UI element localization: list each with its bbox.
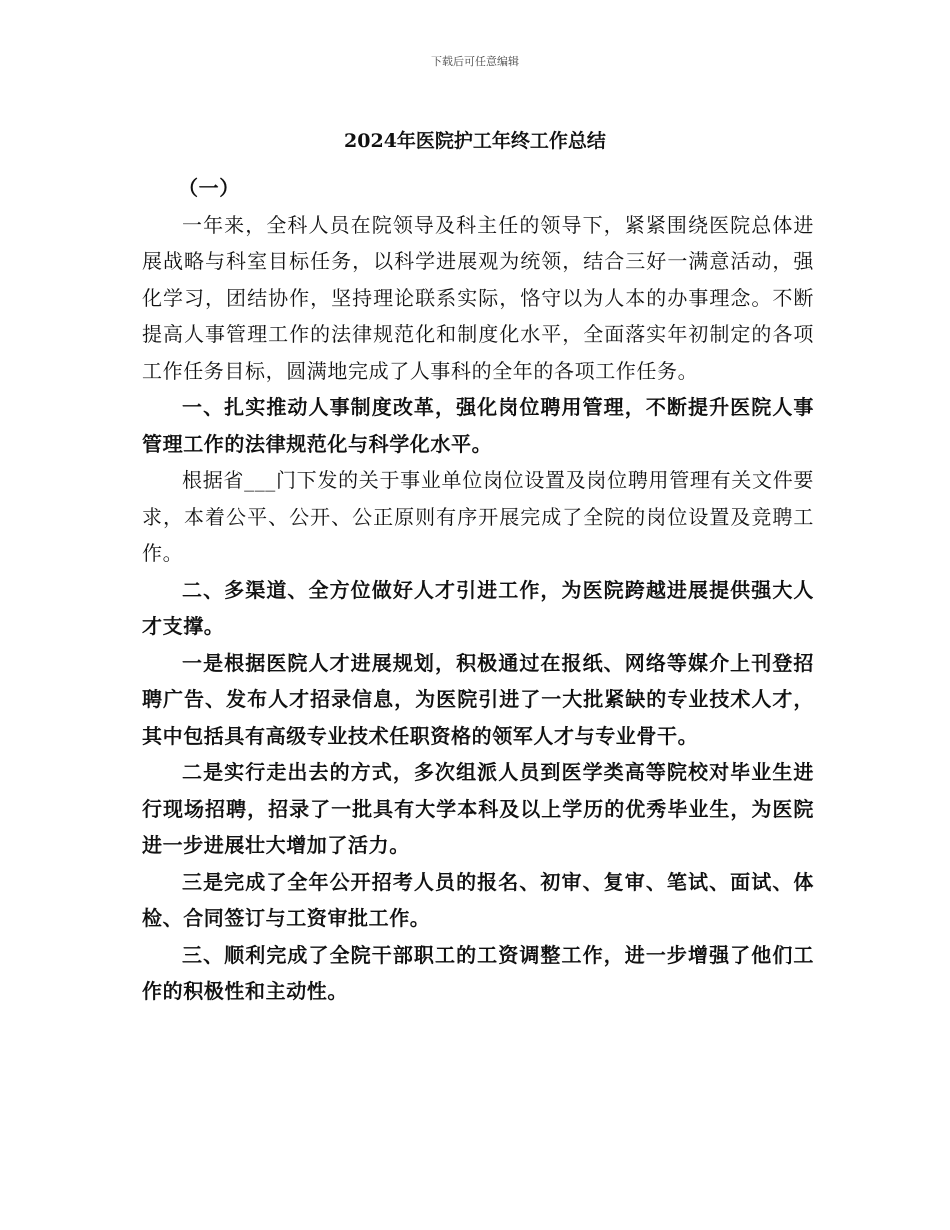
paragraph: 一年来，全科人员在院领导及科主任的领导下，紧紧围绕医院总体进展战略与科室目标任务，以科学进展观为统领，结合三好一满意活动，强化学习，团结协作，坚持理论联系实际，恪守以为人本的办事理念。不断提高人事管理工作的法律规范化和制度化水平，全面落实年初制定的各项工作任务目标，圆满地完成了人事科的全年的各项工作任务。	[142, 212, 814, 383]
section-heading: 一、扎实推动人事制度改革，强化岗位聘用管理，不断提升医院人事管理工作的法律规范化与科学化水平。	[142, 395, 814, 456]
section-heading: 三、顺利完成了全院干部职工的工资调整工作，进一步增强了他们工作的积极性和主动性。	[142, 942, 814, 1003]
paragraph: 三是完成了全年公开招考人员的报名、初审、复审、笔试、面试、体检、合同签订与工资审批工作。	[142, 869, 814, 930]
paragraph: 一是根据医院人才进展规划，积极通过在报纸、网络等媒介上刊登招聘广告、发布人才招录信息，为医院引进了一大批紧缺的专业技术人才，其中包括具有高级专业技术任职资格的领军人才与专业骨干。	[142, 650, 814, 748]
paragraph: 根据省___门下发的关于事业单位岗位设置及岗位聘用管理有关文件要求，本着公平、公开、公正原则有序开展完成了全院的岗位设置及竞聘工作。	[142, 468, 814, 565]
paragraph: 二是实行走出去的方式，多次组派人员到医学类高等院校对毕业生进行现场招聘，招录了一批具有大学本科及以上学历的优秀毕业生，为医院进一步进展壮大增加了活力。	[142, 760, 814, 857]
page-header-note: 下载后可任意编辑	[431, 55, 519, 68]
section-heading: 二、多渠道、全方位做好人才引进工作，为医院跨越进展提供强大人才支撑。	[142, 577, 814, 638]
section-number: （一）	[178, 176, 240, 200]
document-title: 2024年医院护工年终工作总结	[344, 130, 606, 152]
document-body	[142, 170, 814, 1010]
